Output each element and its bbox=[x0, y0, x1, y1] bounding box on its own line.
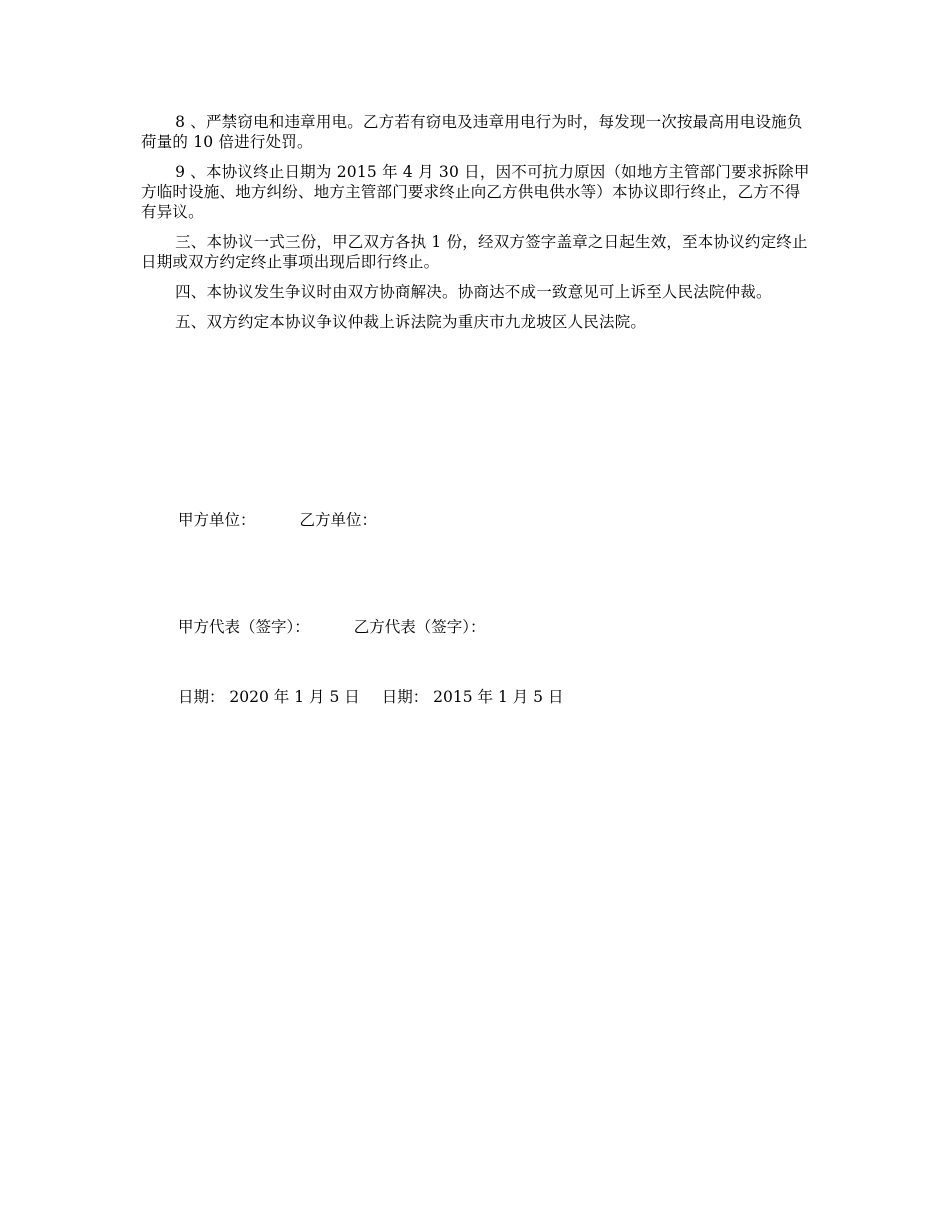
party-a-unit-label: 甲方单位： bbox=[178, 511, 256, 529]
signature-unit-row bbox=[178, 510, 377, 530]
clause-four: 四、本协议发生争议时由双方协商解决。协商达不成一致意见可上诉至人民法院仲裁。 bbox=[175, 283, 772, 301]
clause-9: 9 、本协议终止日期为 2015 年 4 月 30 日，因不可抗力原因（如地方主管部门要求拆除甲方临时设施、地方纠纷、地方主管部门要求终止向乙方供电供水等）本协议即行终止，乙方不得有异议。 bbox=[141, 163, 810, 221]
signature-rep-row bbox=[178, 617, 486, 637]
clause-8: 8 、严禁窃电和违章用电。乙方若有窃电及违章用电行为时，每发现一次按最高用电设施负荷量的 10 倍进行处罚。 bbox=[141, 113, 803, 151]
document-body bbox=[141, 112, 811, 342]
party-a-date: 日期： 2020 年 1 月 5 日 bbox=[178, 688, 360, 706]
clause-three: 三、本协议一式三份，甲乙双方各执 1 份，经双方签字盖章之日起生效，至本协议约定终止日期或双方约定终止事项出现后即行终止。 bbox=[141, 233, 808, 271]
party-b-date: 日期： 2015 年 1 月 5 日 bbox=[381, 688, 564, 706]
party-b-unit-label: 乙方单位： bbox=[299, 511, 378, 529]
party-a-rep-label: 甲方代表（签字）： bbox=[178, 618, 310, 636]
signature-date-row bbox=[178, 687, 563, 707]
party-b-rep-label: 乙方代表（签字）： bbox=[353, 618, 486, 636]
clause-five: 五、双方约定本协议争议仲裁上诉法院为重庆市九龙坡区人民法院。 bbox=[175, 313, 647, 331]
